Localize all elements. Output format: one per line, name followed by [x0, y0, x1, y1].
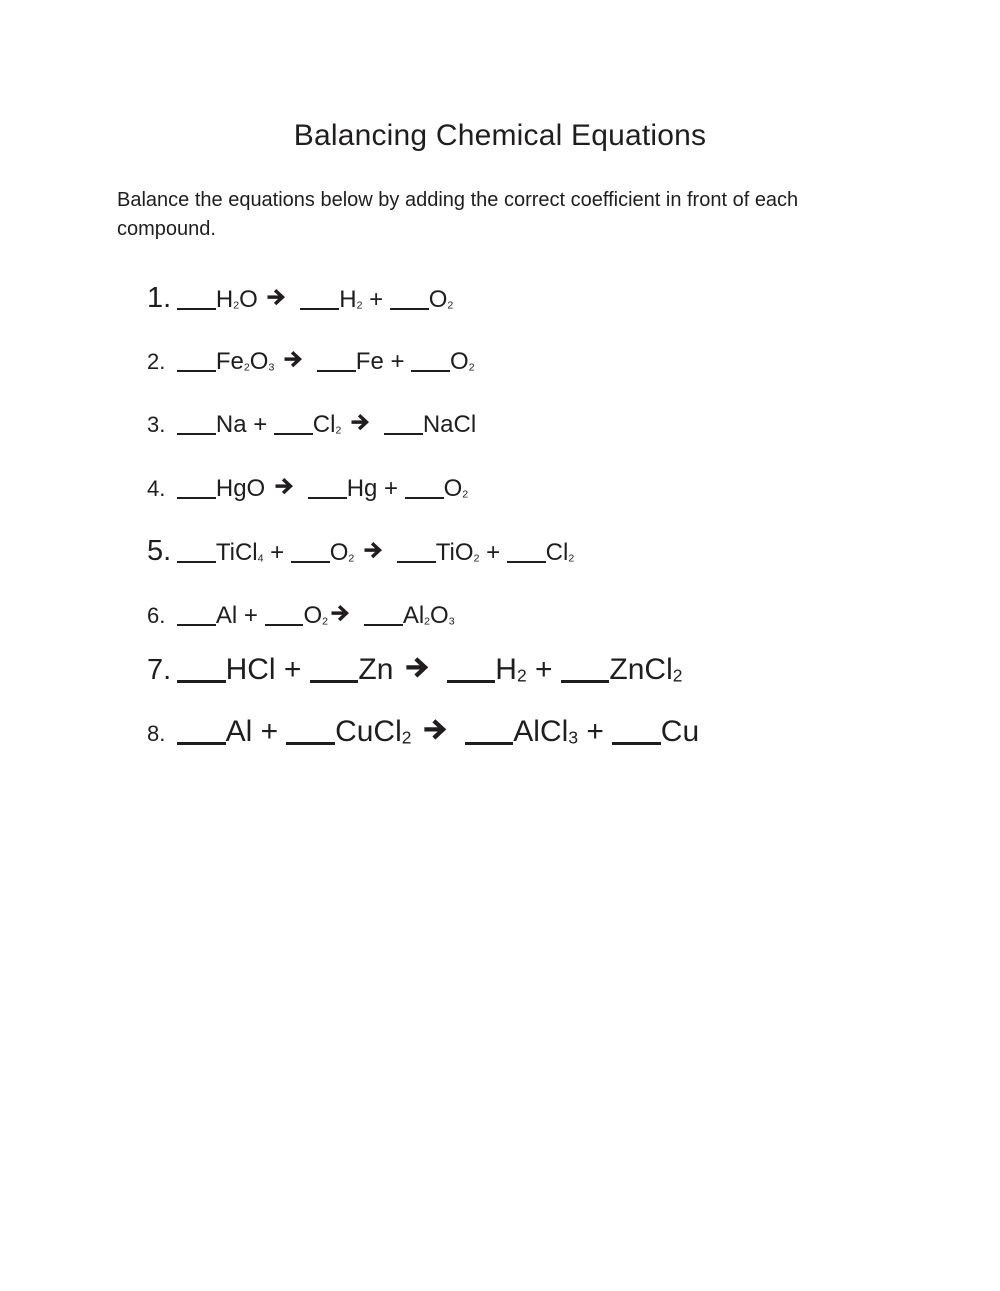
- equation-content: [177, 539, 574, 566]
- subscript-number: 3: [448, 615, 455, 628]
- arrow-right-icon: [264, 288, 293, 306]
- formula-text: O: [329, 539, 349, 566]
- formula-text: O: [450, 348, 469, 375]
- formula-text: HCl +: [225, 653, 310, 686]
- arrow-right-icon: [402, 656, 439, 679]
- subscript-number: 2: [468, 361, 475, 374]
- formula-text: Fe: [215, 348, 244, 375]
- coefficient-blank[interactable]: [612, 737, 661, 745]
- equation-number: 3.: [147, 412, 166, 437]
- coefficient-blank[interactable]: [177, 367, 216, 373]
- formula-text: H: [495, 653, 517, 686]
- coefficient-blank[interactable]: [397, 558, 436, 564]
- subscript-number: 2: [322, 615, 328, 628]
- formula-text: O: [249, 348, 269, 375]
- coefficient-blank[interactable]: [507, 558, 546, 564]
- formula-text: [357, 602, 364, 629]
- coefficient-blank[interactable]: [310, 675, 359, 683]
- subscript-number: 2: [516, 665, 527, 686]
- coefficient-blank[interactable]: [274, 430, 313, 436]
- formula-text: AlCl: [513, 715, 569, 748]
- equation-number: 7.: [147, 654, 172, 686]
- formula-text: +: [577, 715, 613, 748]
- equation-number: 2.: [147, 349, 166, 374]
- coefficient-blank[interactable]: [286, 737, 335, 745]
- formula-text: O: [239, 286, 265, 313]
- subscript-number: 2: [473, 552, 480, 565]
- formula-text: [377, 411, 384, 438]
- equation-content: [177, 475, 468, 502]
- equation-row: [147, 537, 574, 566]
- arrow-right-icon: [348, 413, 377, 431]
- equation-number: 4.: [147, 476, 166, 501]
- formula-text: CuCl: [335, 715, 402, 748]
- coefficient-blank[interactable]: [177, 621, 216, 627]
- formula-text: Hg +: [346, 475, 405, 502]
- subscript-number: 4: [257, 552, 264, 565]
- coefficient-blank[interactable]: [291, 558, 330, 564]
- equation-content: [177, 286, 453, 313]
- coefficient-blank[interactable]: [308, 494, 347, 500]
- coefficient-blank[interactable]: [177, 430, 216, 436]
- arrow-right-icon: [328, 604, 357, 622]
- subscript-number: 2: [233, 299, 240, 312]
- formula-text: Al: [402, 602, 425, 629]
- coefficient-blank[interactable]: [300, 305, 339, 311]
- formula-text: +: [263, 539, 291, 566]
- coefficient-blank[interactable]: [447, 675, 496, 683]
- coefficient-blank[interactable]: [317, 367, 356, 373]
- arrow-right-icon: [281, 350, 310, 368]
- equation-number: 5.: [147, 535, 172, 567]
- subscript-number: 2: [424, 615, 431, 628]
- coefficient-blank[interactable]: [177, 558, 216, 564]
- formula-text: [354, 539, 361, 566]
- formula-text: +: [362, 286, 390, 313]
- subscript-number: 3: [568, 727, 578, 748]
- formula-text: [390, 539, 397, 566]
- equation-row: [147, 655, 682, 685]
- coefficient-blank[interactable]: [411, 367, 450, 373]
- equation-content: [177, 653, 682, 686]
- coefficient-blank[interactable]: [177, 737, 226, 745]
- formula-text: Cl: [312, 411, 336, 438]
- formula-text: [341, 411, 348, 438]
- formula-text: Na +: [215, 411, 274, 438]
- equation-row: [147, 284, 453, 313]
- formula-text: [438, 653, 446, 686]
- subscript-number: 2: [672, 665, 683, 686]
- formula-text: H: [215, 286, 234, 313]
- equation-content: [177, 715, 699, 748]
- equation-content: [177, 348, 475, 375]
- formula-text: TiO: [435, 539, 474, 566]
- page-title: Balancing Chemical Equations: [293, 119, 707, 152]
- formula-text: O: [443, 475, 463, 502]
- equation-content: [177, 602, 455, 629]
- formula-text: NaCl: [422, 411, 477, 438]
- subscript-number: 2: [348, 552, 355, 565]
- formula-text: +: [526, 653, 561, 686]
- coefficient-blank[interactable]: [405, 494, 444, 500]
- coefficient-blank[interactable]: [390, 305, 429, 311]
- formula-text: Al +: [215, 602, 265, 629]
- formula-text: Fe +: [355, 348, 412, 375]
- equation-row: [147, 413, 476, 437]
- formula-text: O: [428, 286, 448, 313]
- formula-text: [411, 715, 419, 748]
- coefficient-blank[interactable]: [561, 675, 610, 683]
- equation-row: [147, 350, 475, 374]
- formula-text: [456, 715, 464, 748]
- subscript-number: 3: [268, 361, 275, 374]
- arrow-right-icon: [420, 718, 457, 741]
- equation-number: 1.: [147, 282, 172, 314]
- equation-content: [177, 411, 476, 438]
- formula-text: O: [303, 602, 323, 629]
- coefficient-blank[interactable]: [177, 675, 226, 683]
- formula-text: HgO: [215, 475, 272, 502]
- equation-row: [147, 604, 455, 628]
- equation-row: [147, 477, 468, 501]
- coefficient-blank[interactable]: [177, 494, 216, 500]
- subscript-number: 2: [462, 488, 469, 501]
- formula-text: O: [430, 602, 449, 629]
- subscript-number: 2: [568, 552, 575, 565]
- equation-number: 6.: [147, 603, 166, 628]
- instructions-text: Balance the equations below by adding the correct coefficient in front of each compound.: [117, 189, 799, 240]
- equation-number: 8.: [147, 721, 166, 746]
- coefficient-blank[interactable]: [465, 737, 514, 745]
- subscript-number: 2: [401, 727, 412, 748]
- subscript-number: 2: [335, 424, 342, 437]
- formula-text: Cl: [545, 539, 569, 566]
- arrow-right-icon: [272, 477, 301, 495]
- formula-text: H: [339, 286, 357, 313]
- coefficient-blank[interactable]: [364, 621, 403, 627]
- subscript-number: 2: [243, 361, 250, 374]
- formula-text: ZnCl: [609, 653, 673, 686]
- formula-text: [301, 475, 308, 502]
- coefficient-blank[interactable]: [177, 305, 216, 311]
- formula-text: Al +: [225, 715, 287, 748]
- subscript-number: 2: [447, 299, 454, 312]
- formula-text: [294, 286, 301, 313]
- subscript-number: 2: [356, 299, 363, 312]
- coefficient-blank[interactable]: [384, 430, 423, 436]
- formula-text: [274, 348, 281, 375]
- formula-text: TiCl: [215, 539, 258, 566]
- formula-text: Zn: [358, 653, 402, 686]
- equation-row: [147, 717, 699, 747]
- formula-text: Cu: [660, 715, 700, 748]
- formula-text: [310, 348, 317, 375]
- coefficient-blank[interactable]: [265, 621, 304, 627]
- arrow-right-icon: [361, 541, 390, 559]
- formula-text: +: [479, 539, 507, 566]
